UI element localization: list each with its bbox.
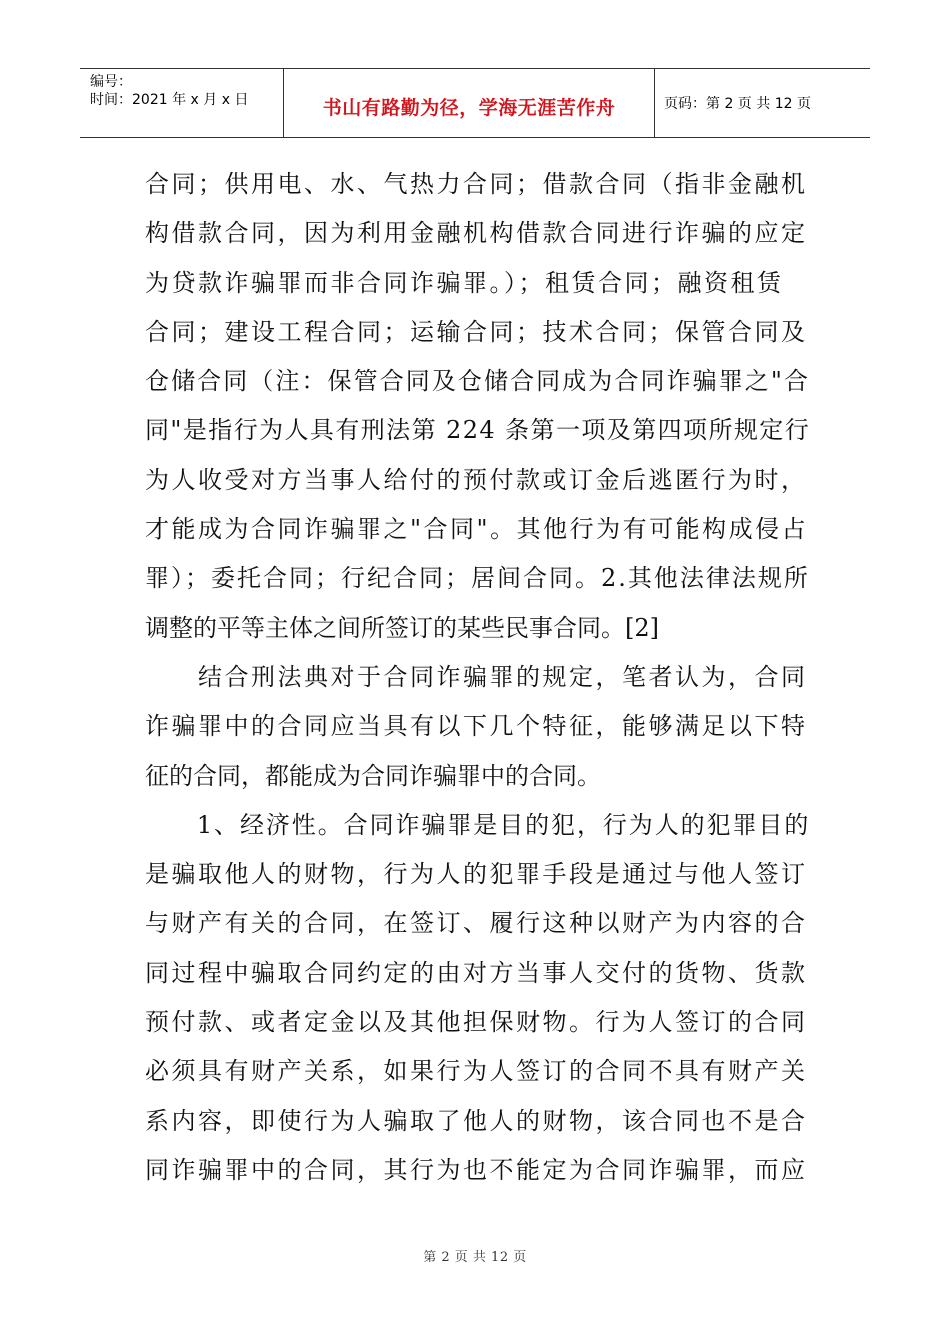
document-date-label: 时间：2021 年 x 月 x 日	[90, 92, 249, 108]
body-text-line: 才能成为合同诈骗罪之"合同"。其他行为有可能构成侵占	[145, 515, 809, 544]
header-motto-cell	[283, 69, 655, 137]
body-text-line: 合同；建设工程合同；运输合同；技术合同；保管合同及	[145, 317, 808, 346]
body-text-line: 预付款、或者定金以及其他担保财物。行为人签订的合同	[145, 1008, 808, 1037]
body-text-line: 为贷款诈骗罪而非合同诈骗罪。）；租赁合同；融资租赁	[145, 268, 784, 297]
body-text-line: 同"是指行为人具有刑法第 224 条第一项及第四项所规定行	[145, 416, 811, 445]
body-text-line: 必须具有财产关系，如果行为人签订的合同不具有财产关	[145, 1057, 808, 1086]
document-number-label: 编号：	[90, 74, 132, 90]
body-text-line: 与财产有关的合同，在签订、履行这种以财产为内容的合	[145, 909, 808, 938]
header-page-info: 页码：第 2 页 共 12 页	[664, 96, 811, 112]
body-text-line: 同过程中骗取合同约定的由对方当事人交付的货物、货款	[145, 958, 808, 987]
document-body	[145, 160, 810, 1195]
body-text-line: 是骗取他人的财物，行为人的犯罪手段是通过与他人签订	[145, 860, 808, 889]
body-text-line: 仓储合同（注：保管合同及仓储合同成为合同诈骗罪之"合	[145, 367, 811, 396]
body-text-line: 合同；供用电、水、气热力合同；借款合同（指非金融机	[145, 170, 808, 198]
motto-text: 书山有路勤为径，学海无涯苦作舟	[322, 97, 616, 119]
page-header	[80, 68, 870, 138]
header-meta-cell	[80, 69, 283, 137]
body-text-line: 同诈骗罪中的合同，其行为也不能定为合同诈骗罪，而应	[145, 1155, 808, 1184]
body-text-line: 构借款合同，因为利用金融机构借款合同进行诈骗的应定	[145, 219, 808, 248]
body-text-line: 结合刑法典对于合同诈骗罪的规定，笔者认为，合同	[145, 662, 808, 691]
page-footer: 第 2 页 共 12 页	[423, 1250, 527, 1265]
body-text-line: 系内容，即使行为人骗取了他人的财物，该合同也不是合	[145, 1106, 808, 1135]
body-text-line: 1、经济性。合同诈骗罪是目的犯，行为人的犯罪目的	[145, 810, 811, 839]
body-text-line: 诈骗罪中的合同应当具有以下几个特征，能够满足以下特	[145, 712, 808, 741]
body-text-line: 征的合同，都能成为合同诈骗罪中的合同。	[145, 761, 601, 790]
body-text-line: 调整的平等主体之间所签订的某些民事合同。[2]	[145, 613, 659, 642]
body-text-line: 为人收受对方当事人给付的预付款或订金后逃匿行为时，	[145, 465, 808, 494]
body-text-line: 罪）；委托合同；行纪合同；居间合同。2.其他法律法规所	[145, 564, 810, 593]
header-page-cell	[654, 69, 870, 137]
